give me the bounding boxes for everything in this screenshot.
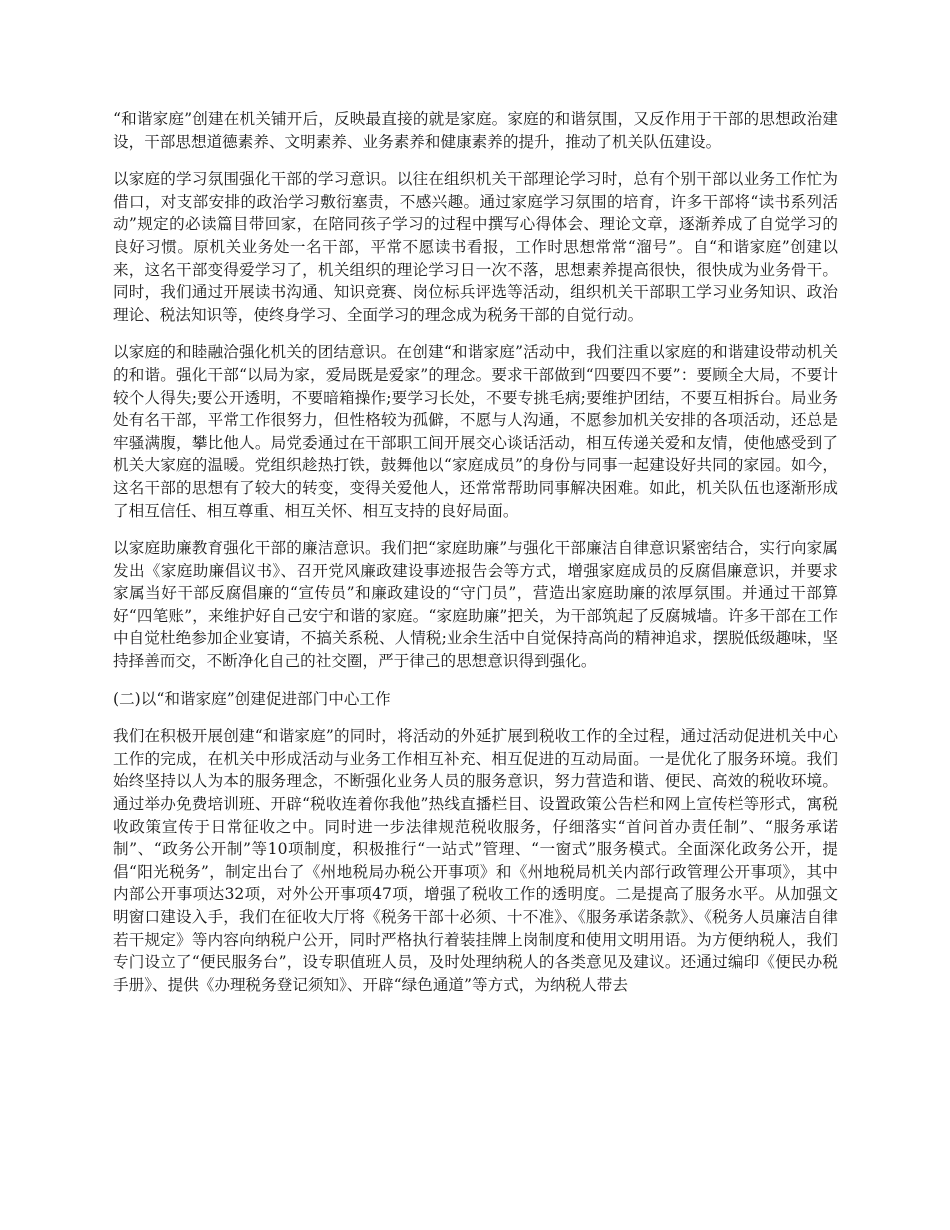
document-body <box>113 108 838 1011</box>
paragraph-unity: 以家庭的和睦融洽强化机关的团结意识。在创建“和谐家庭”活动中，我们注重以家庭的和谐建设带动机关的和谐。强化干部“以局为家，爱局既是爱家”的理念。要求干部做到“四要四不要”：要顾全大局，不要计较个人得失;要公开透明，不要暗箱操作;要学习长处，不要专挑毛病;要维护团结，不要互相拆台。局业务处有名干部，平常工作很努力，但性格较为孤僻，不愿与人沟通，不愿参加机关安排的各项活动，还总是牢骚满腹，攀比他人。局党委通过在干部职工间开展交心谈话活动，相互传递关爱和友情，使他感受到了机关大家庭的温暖。党组织趁热打铁，鼓舞他以“家庭成员”的身份与同事一起建设好共同的家园。如今，这名干部的思想有了较大的转变，变得关爱他人，还常常帮助同事解决困难。如此，机关队伍也逐渐形成了相互信任、相互尊重、相互关怀、相互支持的良好局面。 <box>113 343 838 520</box>
paragraph-integrity: 以家庭助廉教育强化干部的廉洁意识。我们把“家庭助廉”与强化干部廉洁自律意识紧密结合，实行向家属发出《家庭助廉倡议书》、召开党风廉政建设事迹报告会等方式，增强家庭成员的反腐倡廉意识，并要求家属当好干部反腐倡廉的“宣传员”和廉政建设的“守门员”，营造出家庭助廉的浓厚氛围。并通过干部算好“四笔账”，来维护好自己安宁和谐的家庭。“家庭助廉”把关，为干部筑起了反腐城墙。许多干部在工作中自觉杜绝参加企业宴请，不搞关系税、人情税;业余生活中自觉保持高尚的精神追求，摆脱低级趣味，坚持择善而交，不断净化自己的社交圈，严于律己的思想意识得到强化。 <box>113 539 838 671</box>
paragraph-study: 以家庭的学习氛围强化干部的学习意识。以往在组织机关干部理论学习时，总有个别干部以业务工作忙为借口，对支部安排的政治学习敷衍塞责，不感兴趣。通过家庭学习氛围的培育，许多干部将“读书系列活动”规定的必读篇目带回家，在陪同孩子学习的过程中撰写心得体会、理论文章，逐渐养成了自觉学习的良好习惯。原机关业务处一名干部，平常不愿读书看报，工作时思想常常“溜号”。自“和谐家庭”创建以来，这名干部变得爱学习了，机关组织的理论学习日一次不落，思想素养提高很快，很快成为业务骨干。同时，我们通过开展读书沟通、知识竞赛、岗位标兵评选等活动，组织机关干部职工学习业务知识、政治理论、税法知识等，使终身学习、全面学习的理念成为税务干部的自觉行动。 <box>113 170 838 324</box>
section-heading: (二)以“和谐家庭”创建促进部门中心工作 <box>113 689 391 708</box>
paragraph-service: 我们在积极开展创建“和谐家庭”的同时，将活动的外延扩展到税收工作的全过程，通过活动促进机关中心工作的完成，在机关中形成活动与业务工作相互补充、相互促进的互动局面。一是优化了服务环境。我们始终坚持以人为本的服务理念，不断强化业务人员的服务意识，努力营造和谐、便民、高效的税收环境。通过举办免费培训班、开辟“税收连着你我他”热线直播栏目、设置政策公告栏和网上宣传栏等形式，寓税收政策宣传于日常征收之中。同时进一步法律规范税收服务，仔细落实“首问首办责任制”、“服务承诺制”、“政务公开制”等10项制度，积极推行“一站式”管理、“一窗式”服务模式。全面深化政务公开，提倡“阳光税务”，制定出台了《州地税局办税公开事项》和《州地税局机关内部行政管理公开事项》，其中内部公开事项达32项，对外公开事项47项，增强了税收工作的透明度。二是提高了服务水平。从加强文明窗口建设入手，我们在征收大厅将《税务干部十必须、十不准》、《服务承诺条款》、《税务人员廉洁自律若干规定》等内容向纳税户公开，同时严格执行着装挂牌上岗制度和使用文明用语。为方便纳税人，我们专门设立了“便民服务台”，设专职值班人员，及时处理纳税人的各类意见及建议。还通过编印《便民办税手册》、提供《办理税务登记须知》、开辟“绿色通道”等方式，为纳税人带去 <box>113 727 838 994</box>
paragraph-intro: “和谐家庭”创建在机关铺开后，反映最直接的就是家庭。家庭的和谐氛围，又反作用于干部的思想政治建设，干部思想道德素养、文明素养、业务素养和健康素养的提升，推动了机关队伍建设。 <box>113 110 838 151</box>
